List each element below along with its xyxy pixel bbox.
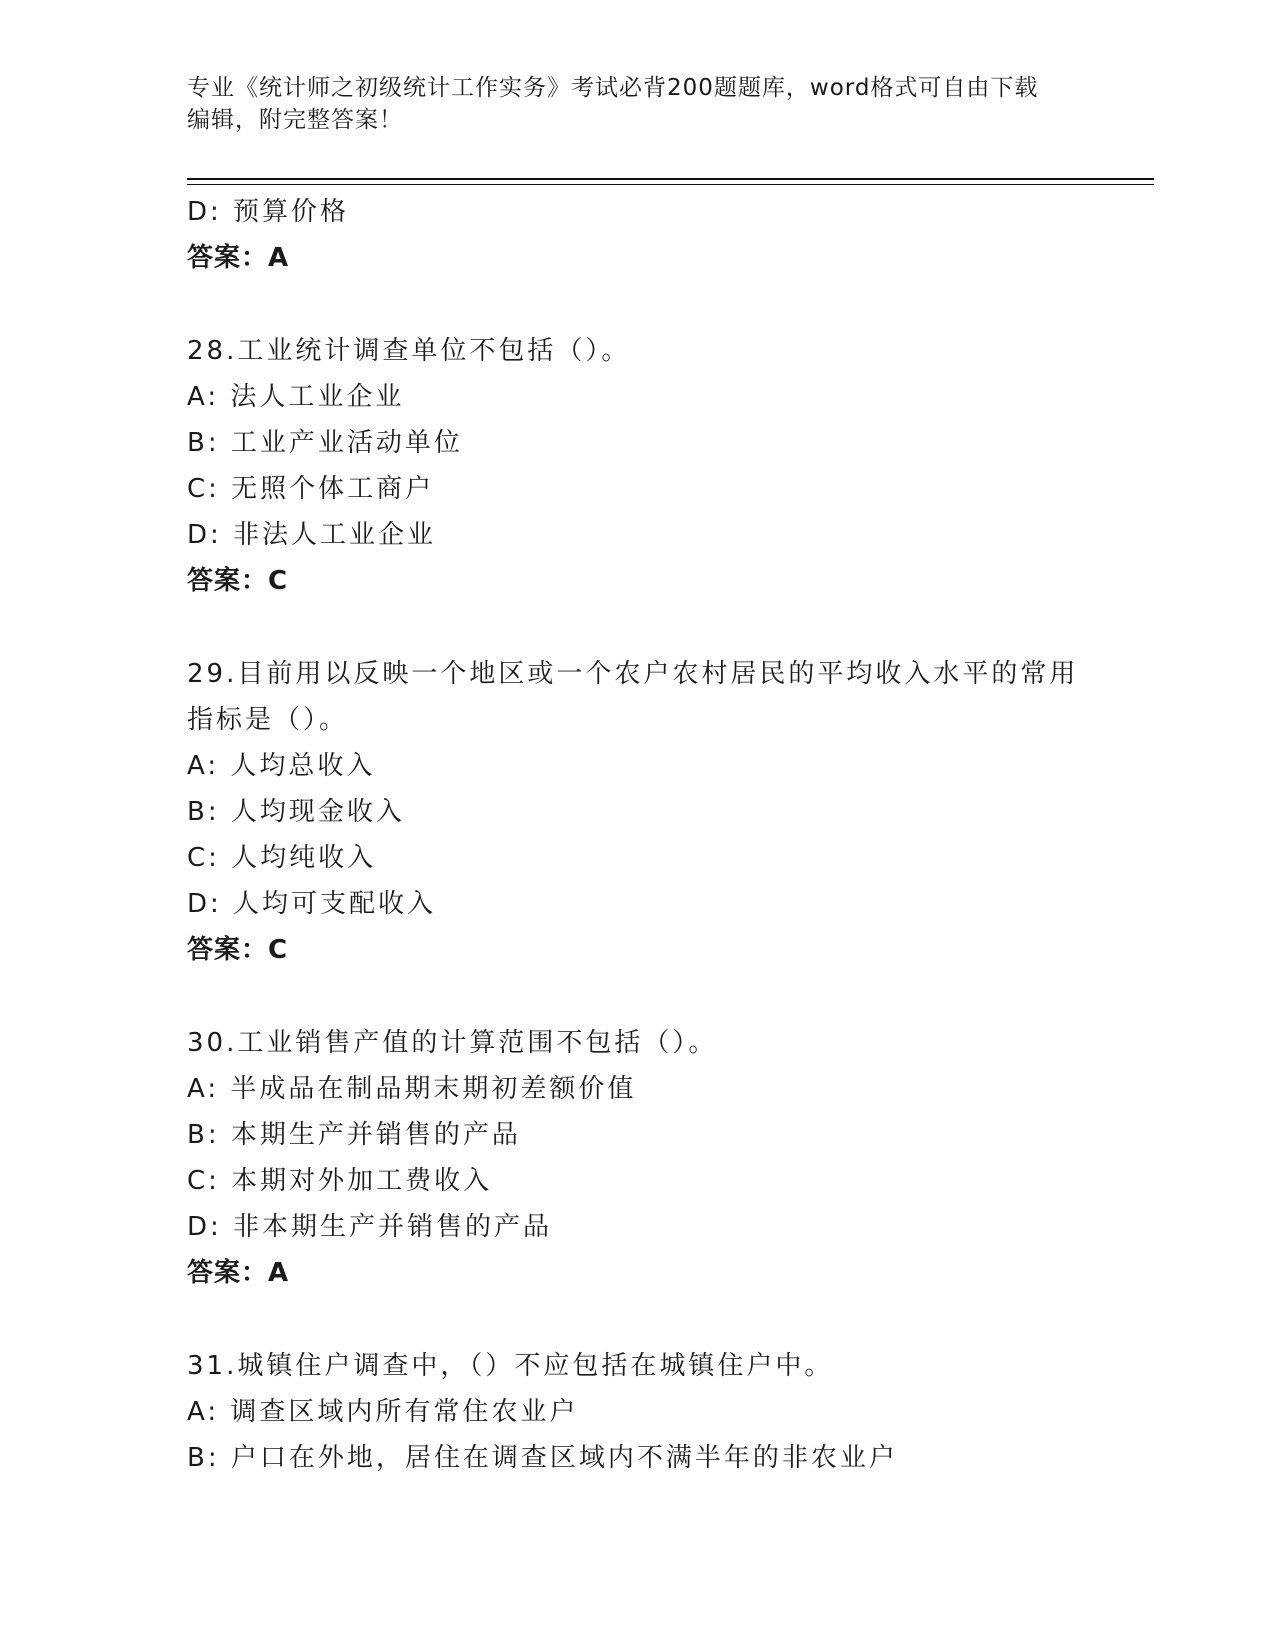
option-a: A: 调查区域内所有常住农业户 xyxy=(187,1397,579,1427)
option-c: C: 人均纯收入 xyxy=(187,843,377,873)
option-b: B: 本期生产并销售的产品 xyxy=(187,1120,521,1150)
option-b: B: 人均现金收入 xyxy=(187,797,405,827)
option-a: A: 半成品在制品期末期初差额价值 xyxy=(187,1074,637,1104)
question-stem: 28.工业统计调查单位不包括（）。 xyxy=(187,336,631,366)
header-title-line-1: 专业《统计师之初级统计工作实务》考试必背200题题库，word格式可自由下载 xyxy=(187,75,1039,101)
option-d: D: 人均可支配收入 xyxy=(187,889,437,919)
question-31 xyxy=(187,1343,1087,1481)
option-a: A: 人均总收入 xyxy=(187,751,376,781)
question-30 xyxy=(187,1020,1087,1296)
question-stem: 29.目前用以反映一个地区或一个农户农村居民的平均收入水平的常用 xyxy=(187,659,1079,689)
answer-label: 答案：C xyxy=(187,566,289,596)
option-b: B: 户口在外地，居住在调查区域内不满半年的非农业户 xyxy=(187,1443,898,1473)
option-c: C: 本期对外加工费收入 xyxy=(187,1166,493,1196)
option-b: B: 工业产业活动单位 xyxy=(187,428,463,458)
answer-label: 答案：A xyxy=(187,1258,290,1288)
option-d: D: 预算价格 xyxy=(187,197,350,227)
option-c: C: 无照个体工商户 xyxy=(187,474,435,504)
header-rule-thick xyxy=(187,178,1154,180)
answer-label: 答案：C xyxy=(187,935,289,965)
question-stem: 30.工业销售产值的计算范围不包括（）。 xyxy=(187,1028,718,1058)
header-rule-thin xyxy=(187,184,1154,185)
option-a: A: 法人工业企业 xyxy=(187,382,405,412)
question-list xyxy=(187,189,1087,1481)
header-title-line-2: 编辑，附完整答案！ xyxy=(187,107,403,133)
question-28 xyxy=(187,328,1087,604)
option-d: D: 非本期生产并销售的产品 xyxy=(187,1212,553,1242)
option-d: D: 非法人工业企业 xyxy=(187,520,437,550)
question-29 xyxy=(187,651,1087,973)
answer-label: 答案：A xyxy=(187,243,290,273)
question-stem: 31.城镇住户调查中，（）不应包括在城镇住户中。 xyxy=(187,1351,834,1381)
question-stem-continued: 指标是（）。 xyxy=(187,705,349,735)
document-header xyxy=(187,72,1087,136)
